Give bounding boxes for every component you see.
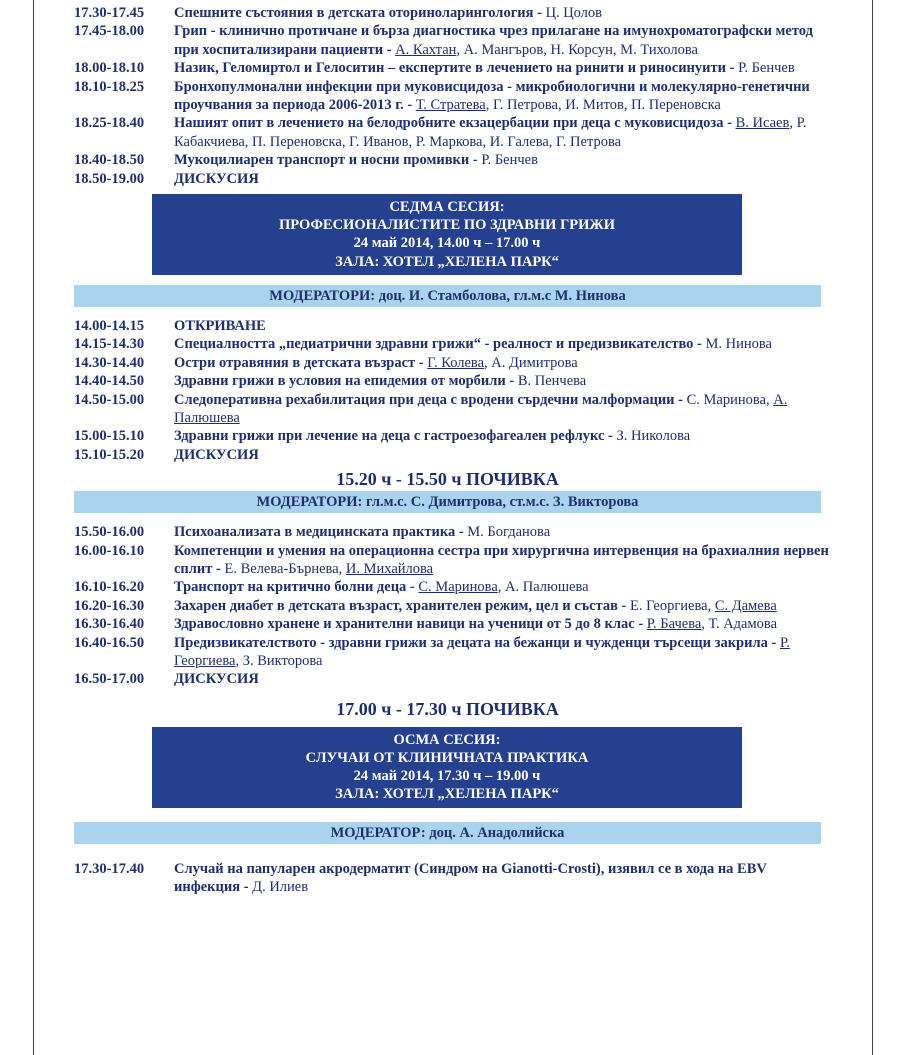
session-venue: ЗАЛА: ХОТЕЛ „ХЕЛЕНА ПАРК“ [335,786,559,803]
talk-title: Компетенции и умения на операционна сестра при хирургична интервенция на брахиалния нервен сплит - [174,542,829,577]
time-slot: 18.50-19.00 [74,170,145,187]
talk-entry [174,634,834,671]
moderators-bar: МОДЕРАТОР: доц. А. Анадолийска [74,822,821,844]
talk-title: Нашият опит в лечението на белодробните екзацербации при деца с муковисцидоза - [174,115,736,132]
program-row [74,372,834,390]
session-subtitle: СЛУЧАИ ОТ КЛИНИЧНАТА ПРАКТИКА [305,749,589,766]
authors: Е. Велева-Бърнева, [224,560,346,577]
program-content [74,4,834,896]
talk-title: ДИСКУСИЯ [174,446,259,463]
program-row [74,354,834,372]
time-slot: 16.20-16.30 [74,597,145,614]
time-slot: 16.40-16.50 [74,634,145,651]
authors: В. Пенчева [517,373,587,390]
presenting-author: Т. Стратева [415,97,486,114]
authors: , З. Викторова [235,652,323,669]
time-slot: 14.50-15.00 [74,391,145,408]
presenting-author: В. Исаев [735,115,790,132]
talk-title: Бронхопулмонални инфекции при муковисцидоза - микробиологични и молекулярно-генетични проучвания за периода 2006-2013 г. - [174,78,810,114]
time-slot: 16.30-16.40 [74,616,145,633]
page-border-right [872,0,873,1055]
session-venue: ЗАЛА: ХОТЕЛ „ХЕЛЕНА ПАРК“ [335,253,559,270]
program-row [74,59,834,77]
talk-title: ДИСКУСИЯ [174,170,259,187]
talk-entry [174,170,834,188]
authors: М. Богданова [467,524,551,541]
time-slot: 14.15-14.30 [74,336,145,353]
session-7-banner [152,194,742,275]
talk-entry [174,22,834,59]
time-slot: 16.00-16.10 [74,542,145,559]
talk-entry [174,860,834,897]
talk-title: Здравни грижи в условия на епидемия от морбили - [174,373,518,390]
talk-title: Предизвикателството - здравни грижи за децата на бежанци и чужденци търсещи закрила - [174,634,780,651]
time-slot: 17.30-17.40 [74,860,145,877]
time-slot: 14.30-14.40 [74,354,145,371]
time-slot: 15.00-15.10 [74,428,145,445]
talk-entry [174,523,834,541]
talk-entry [174,335,834,353]
time-slot: 14.40-14.50 [74,373,145,390]
talk-title: Специалността „педиатрични здравни грижи“ - реалност и предизвикателство - [174,336,706,353]
program-row [74,335,834,353]
authors: С. Маринова, [686,391,774,408]
talk-title: Назик, Геломиртол и Гелоситин – експертите в лечението на ринити и риносинуити - [174,60,739,77]
program-block-3 [74,523,834,689]
time-slot: 16.10-16.20 [74,579,145,596]
time-slot: 15.10-15.20 [74,446,145,463]
time-slot: 18.10-18.25 [74,78,145,95]
program-block-1 [74,4,834,188]
break-heading: 15.20 ч - 15.50 ч ПОЧИВКА [336,469,559,490]
talk-title: ДИСКУСИЯ [174,671,259,688]
program-row [74,578,834,596]
talk-entry [174,354,834,372]
program-row [74,615,834,633]
talk-entry [174,317,834,335]
time-slot: 14.00-14.15 [74,317,145,334]
moderators-bar: МОДЕРАТОРИ: доц. И. Стамболова, гл.м.с М. Нинова [74,285,821,307]
page-border-left [33,0,34,1055]
program-row [74,446,834,464]
talk-entry [174,670,834,688]
presenting-author: С. Маринова [418,579,498,596]
program-row [74,4,834,22]
time-slot: 18.00-18.10 [74,60,145,77]
program-row [74,114,834,151]
presenting-author: Р. Георгиева [174,634,790,669]
authors: , А. Палюшева [497,579,589,596]
program-block-2 [74,317,834,464]
program-row [74,78,834,115]
talk-title: ОТКРИВАНЕ [174,317,266,334]
authors: , Г. Петрова, И. Митов, П. Переновска [485,97,721,114]
session-subtitle: ПРОФЕСИОНАЛИСТИТЕ ПО ЗДРАВНИ ГРИЖИ [278,217,616,234]
break-heading: 17.00 ч - 17.30 ч ПОЧИВКА [336,698,559,719]
session-date: 24 май 2014, 17.30 ч – 19.00 ч [353,768,541,785]
time-slot: 18.40-18.50 [74,152,145,169]
talk-entry [174,78,834,115]
authors: , А. Мангъров, Н. Корсун, М. Тихолова [456,41,698,58]
talk-title: Здравни грижи при лечение на деца с гастроезофагеален рефлукс - [174,428,617,445]
talk-entry [174,427,834,445]
talk-title: Спешните състояния в детската оториноларингология - [174,5,546,21]
presenting-author: А. Палюшева [174,391,788,426]
talk-entry [174,59,834,77]
talk-entry [174,372,834,390]
program-row [74,170,834,188]
talk-title: Захарен диабет в детската възраст, хранителен режим, цел и състав - [174,597,630,614]
talk-title: Остри отравяния в детската възраст - [174,354,428,371]
authors: Р. Бенчев [738,60,795,77]
talk-entry [174,114,834,151]
presenting-author: И. Михайлова [345,560,434,577]
session-8-banner [152,727,742,808]
talk-entry [174,151,834,169]
authors: , А. Димитрова [484,354,578,371]
program-block-4 [74,860,834,897]
program-row [74,427,834,445]
program-row [74,597,834,615]
program-row [74,542,834,579]
program-row [74,22,834,59]
authors: , Т. Адамова [701,616,778,633]
moderators-bar: МОДЕРАТОРИ: гл.м.с. С. Димитрова, ст.м.с. З. Викторова [74,491,821,513]
talk-title: Мукоцилиарен транспорт и носни промивки - [174,152,482,169]
talk-title: Транспорт на критично болни деца - [174,579,419,596]
authors: , Р. Кабакчиева, П. Переновска, Г. Иванов, Р. Маркова, И. Галева, Г. Петрова [174,115,807,150]
time-slot: 15.50-16.00 [74,524,145,541]
session-date: 24 май 2014, 14.00 ч – 17.00 ч [353,235,541,252]
talk-entry [174,615,834,633]
authors: Е. Георгиева, [630,597,715,614]
time-slot: 17.30-17.45 [74,5,145,21]
program-row [74,523,834,541]
presenting-author: А. Кахтан [395,41,457,58]
program-row [74,670,834,688]
time-slot: 16.50-17.00 [74,671,145,688]
program-row [74,860,834,897]
presenting-author: С. Дамева [714,597,777,614]
session-title: СЕДМА СЕСИЯ: [389,199,505,216]
authors: Ц. Цолов [545,5,602,21]
authors: З. Николова [616,428,691,445]
session-title: ОСМА СЕСИЯ: [393,731,501,748]
talk-entry [174,4,834,22]
talk-entry [174,391,834,428]
talk-title: Следоперативна рехабилитация при деца с вродени сърдечни малформации - [174,391,687,408]
talk-entry [174,578,834,596]
talk-entry [174,597,834,615]
authors: Д. Илиев [252,879,309,895]
program-row [74,317,834,335]
program-row [74,634,834,671]
talk-entry [174,542,834,579]
presenting-author: Г. Колева [427,354,485,371]
time-slot: 18.25-18.40 [74,115,145,132]
talk-title: Здравословно хранене и хранителни навици на ученици от 5 до 8 клас - [174,616,647,633]
authors: Р. Бенчев [481,152,538,169]
talk-title: Случай на папуларен акродерматит (Синдром на Gianotti-Crosti), изявил се в хода на EBV инфекция - [174,860,767,895]
program-row [74,151,834,169]
talk-title: Грип - клинично протичане и бърза диагностика чрез прилагане на имунохроматографски метод при хоспитализирани пациенти - [174,23,813,58]
talk-entry [174,446,834,464]
authors: М. Нинова [705,336,772,353]
presenting-author: Р. Бачева [646,616,702,633]
talk-title: Психоанализата в медицинската практика - [174,524,468,541]
time-slot: 17.45-18.00 [74,23,145,40]
program-row [74,391,834,428]
